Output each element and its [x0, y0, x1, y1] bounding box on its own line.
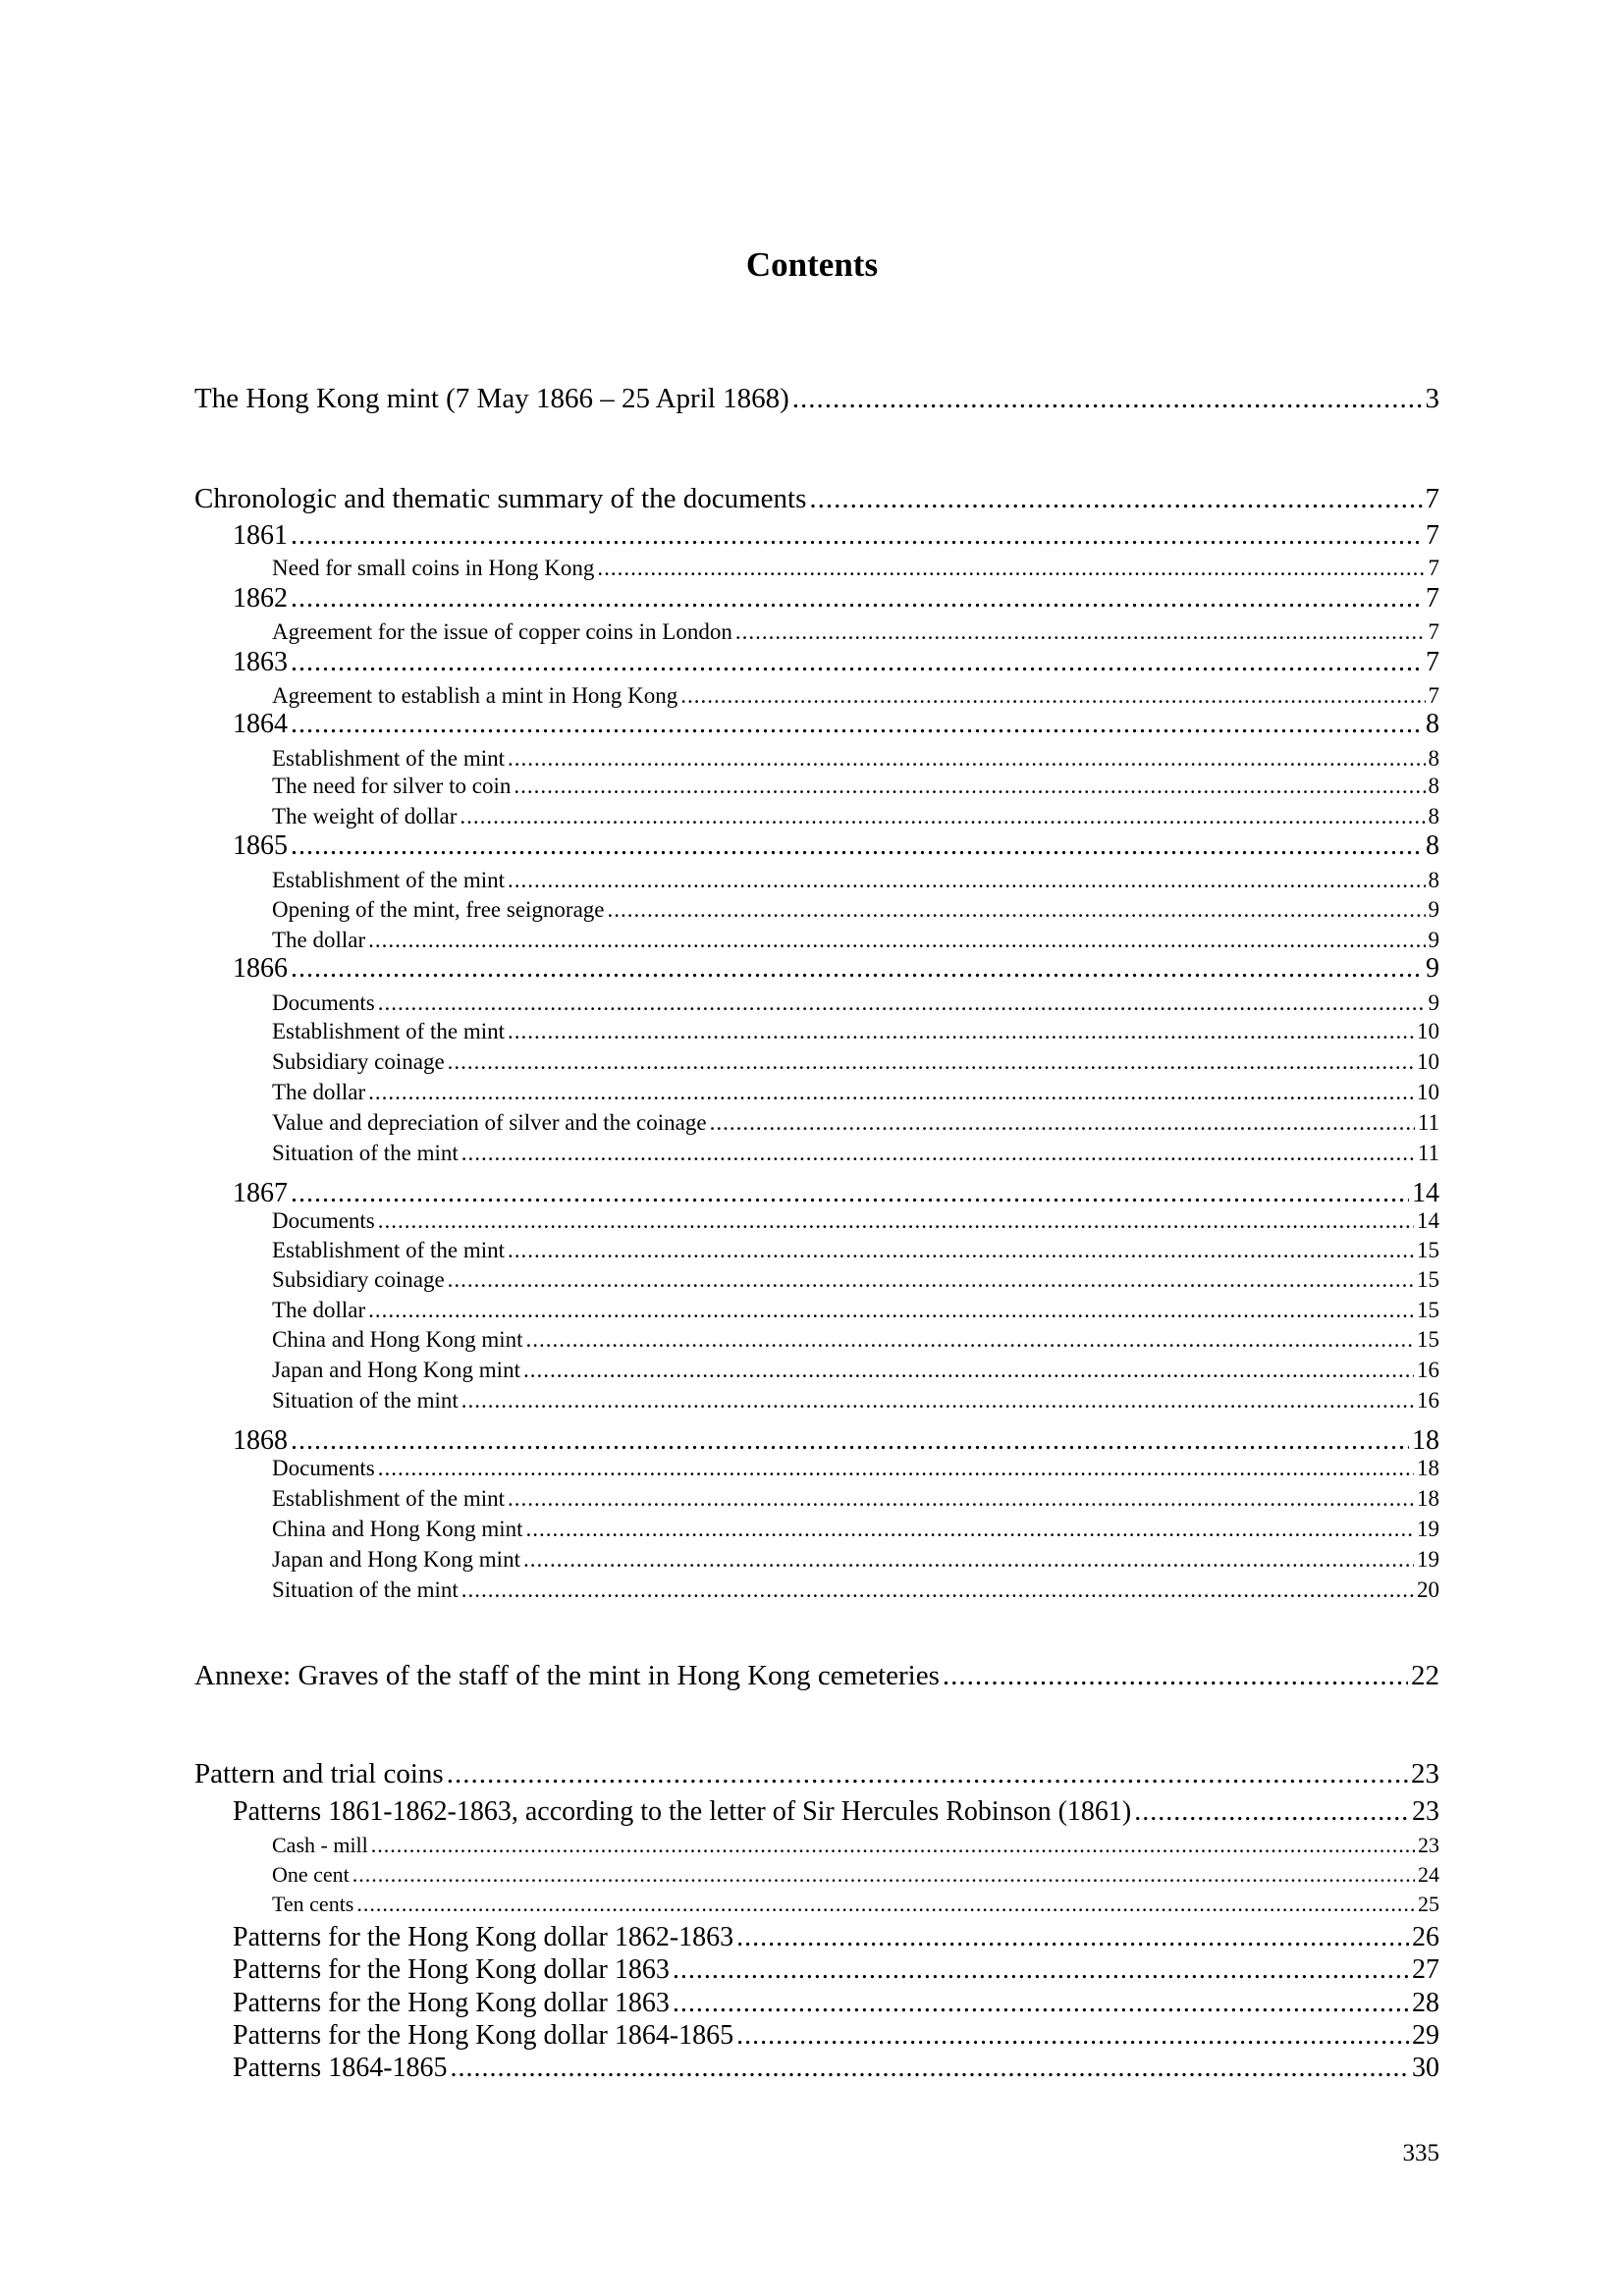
- toc-entry: [233, 1425, 1439, 1457]
- toc-entry: [272, 1833, 1439, 1858]
- toc-entry-page: 25: [1418, 1892, 1439, 1916]
- toc-entry-title: 1867: [233, 1178, 288, 1208]
- toc-entry-title: Establishment of the mint: [272, 1019, 505, 1043]
- toc-entry-page: 8: [1428, 804, 1439, 828]
- dot-leader: [460, 804, 1425, 829]
- toc-entry-title: The Hong Kong mint (7 May 1866 – 25 April 1868): [194, 383, 789, 414]
- toc-entry-page: 19: [1417, 1547, 1439, 1572]
- page-number: 335: [1402, 2140, 1439, 2166]
- toc-entry-page: 18: [1412, 1425, 1439, 1456]
- toc-entry: [272, 1049, 1439, 1075]
- toc-entry-page: 22: [1411, 1660, 1439, 1691]
- toc-entry: [272, 1238, 1439, 1263]
- dot-leader: [680, 683, 1425, 709]
- toc-entry-page: 23: [1411, 1758, 1439, 1789]
- dot-leader: [291, 647, 1423, 678]
- toc-entry: [272, 556, 1439, 581]
- toc-entry-page: 3: [1425, 383, 1439, 414]
- toc-entry: [233, 583, 1439, 614]
- dot-leader: [508, 1486, 1414, 1512]
- toc-entry-title: Ten cents: [272, 1892, 354, 1916]
- toc-entry-page: 8: [1428, 746, 1439, 771]
- toc-entry-page: 7: [1426, 647, 1439, 677]
- toc-entry-title: Pattern and trial coins: [194, 1758, 444, 1789]
- toc-entry: [272, 1080, 1439, 1105]
- dot-leader: [792, 383, 1423, 415]
- toc-entry-title: Cash - mill: [272, 1833, 368, 1857]
- dot-leader: [352, 1862, 1415, 1888]
- toc-entry-title: Documents: [272, 1456, 375, 1480]
- toc-entry-title: Subsidiary coinage: [272, 1267, 445, 1292]
- dot-leader: [378, 990, 1426, 1016]
- toc-entry-page: 9: [1428, 928, 1439, 952]
- toc-entry-page: 10: [1417, 1019, 1439, 1043]
- toc-entry-page: 15: [1417, 1298, 1439, 1322]
- toc-entry-title: Patterns for the Hong Kong dollar 1863: [233, 1988, 670, 2018]
- toc-entry-title: Patterns for the Hong Kong dollar 1864-1865: [233, 2020, 734, 2051]
- toc-entry: [272, 1267, 1439, 1293]
- dot-leader: [291, 953, 1423, 985]
- dot-leader: [508, 1238, 1414, 1263]
- toc-entry-title: Chronologic and thematic summary of the documents: [194, 483, 807, 514]
- toc-entry: [272, 1486, 1439, 1512]
- toc-entry-title: Documents: [272, 1208, 375, 1233]
- toc-entry-title: Situation of the mint: [272, 1577, 459, 1602]
- toc-entry: [272, 774, 1439, 799]
- toc-entry: [272, 683, 1439, 709]
- toc-entry-page: 24: [1418, 1862, 1439, 1887]
- dot-leader: [523, 1547, 1414, 1573]
- dot-leader: [526, 1327, 1414, 1353]
- dot-leader: [597, 556, 1425, 581]
- toc-entry: [272, 746, 1439, 772]
- toc-entry-title: Situation of the mint: [272, 1141, 459, 1165]
- toc-entry-page: 16: [1417, 1388, 1439, 1413]
- dot-leader: [735, 619, 1426, 645]
- toc-entry-page: 15: [1417, 1238, 1439, 1262]
- toc-entry-title: Japan and Hong Kong mint: [272, 1547, 520, 1572]
- toc-entry: [272, 1358, 1439, 1383]
- toc-entry-page: 30: [1412, 2053, 1439, 2083]
- dot-leader: [378, 1208, 1414, 1234]
- toc-entry-title: 1861: [233, 520, 288, 551]
- dot-leader: [368, 1298, 1414, 1323]
- toc-entry: [272, 1019, 1439, 1044]
- toc-entry-page: 20: [1417, 1577, 1439, 1602]
- toc-entry-title: The weight of dollar: [272, 804, 458, 828]
- toc-entry-title: Need for small coins in Hong Kong: [272, 556, 595, 580]
- dot-leader: [448, 1049, 1414, 1075]
- toc-entry: [233, 830, 1439, 862]
- toc-entry-title: Documents: [272, 990, 375, 1015]
- toc-entry-title: 1864: [233, 709, 288, 739]
- toc-entry-title: Patterns 1864-1865: [233, 2053, 448, 2083]
- toc-entry: [272, 1208, 1439, 1234]
- toc-entry: [272, 619, 1439, 645]
- toc-entry-title: The need for silver to coin: [272, 774, 512, 798]
- toc-entry: [233, 2020, 1439, 2052]
- toc-entry-page: 7: [1428, 619, 1439, 644]
- toc-entry: [233, 709, 1439, 740]
- dot-leader: [368, 928, 1425, 953]
- toc-entry-title: Annexe: Graves of the staff of the mint in Hong Kong cemeteries: [194, 1660, 940, 1691]
- dot-leader: [1134, 1796, 1409, 1828]
- dot-leader: [608, 897, 1426, 923]
- dot-leader: [461, 1577, 1414, 1603]
- dot-leader: [526, 1517, 1414, 1542]
- toc-entry-page: 8: [1428, 868, 1439, 892]
- toc-entry-page: 23: [1412, 1796, 1439, 1827]
- toc-entry-title: 1868: [233, 1425, 288, 1456]
- dot-leader: [809, 483, 1422, 515]
- toc-entry-title: Patterns 1861-1862-1863, according to the letter of Sir Hercules Robinson (1861): [233, 1796, 1132, 1827]
- toc-entry-page: 7: [1425, 483, 1439, 514]
- toc-entry-page: 19: [1417, 1517, 1439, 1541]
- toc-entry-title: Agreement for the issue of copper coins in London: [272, 619, 732, 644]
- toc-entry: [194, 383, 1439, 415]
- toc-entry-title: 1862: [233, 583, 288, 614]
- dot-leader: [508, 746, 1426, 772]
- toc-entry-page: 14: [1412, 1178, 1439, 1208]
- toc-entry-title: China and Hong Kong mint: [272, 1517, 523, 1541]
- toc-entry-page: 8: [1426, 709, 1439, 739]
- toc-entry: [194, 483, 1439, 515]
- toc-entry: [233, 1922, 1439, 1953]
- toc-entry: [272, 804, 1439, 829]
- toc-entry: [272, 1388, 1439, 1414]
- toc-entry-page: 7: [1428, 556, 1439, 580]
- dot-leader: [508, 868, 1426, 893]
- toc-entry-title: Agreement to establish a mint in Hong Kong: [272, 683, 678, 708]
- dot-leader: [710, 1110, 1415, 1136]
- toc-entry: [233, 647, 1439, 678]
- toc-entry-title: Establishment of the mint: [272, 1486, 505, 1511]
- dot-leader: [943, 1660, 1408, 1692]
- toc-entry: [272, 897, 1439, 923]
- toc-entry: [272, 1547, 1439, 1573]
- dot-leader: [523, 1358, 1414, 1383]
- dot-leader: [291, 1178, 1409, 1209]
- toc-entry: [233, 1988, 1439, 2019]
- toc-entry-page: 8: [1428, 774, 1439, 798]
- toc-entry-title: 1863: [233, 647, 288, 677]
- dot-leader: [673, 1954, 1409, 1986]
- toc-entry-title: Patterns for the Hong Kong dollar 1863: [233, 1954, 670, 1985]
- dot-leader: [514, 774, 1425, 799]
- toc-entry-page: 28: [1412, 1988, 1439, 2018]
- dot-leader: [448, 1267, 1414, 1293]
- dot-leader: [291, 1425, 1409, 1457]
- toc-entry: [272, 1577, 1439, 1603]
- toc-entry-title: The dollar: [272, 928, 366, 952]
- toc-entry: [272, 1517, 1439, 1542]
- toc-entry-title: Establishment of the mint: [272, 746, 505, 771]
- toc-entry-page: 27: [1412, 1954, 1439, 1985]
- toc-entry: [272, 1862, 1439, 1888]
- toc-entry-page: 29: [1412, 2020, 1439, 2051]
- toc-entry: [272, 1110, 1439, 1136]
- toc-entry-title: Situation of the mint: [272, 1388, 459, 1413]
- dot-leader: [508, 1019, 1414, 1044]
- toc-entry-title: Opening of the mint, free seignorage: [272, 897, 605, 922]
- toc-entry: [272, 1298, 1439, 1323]
- toc-entry-page: 18: [1417, 1456, 1439, 1480]
- dot-leader: [673, 1988, 1409, 2019]
- toc-entry-page: 9: [1428, 990, 1439, 1015]
- dot-leader: [378, 1456, 1414, 1481]
- toc-entry: [233, 1796, 1439, 1828]
- toc-entry: [233, 953, 1439, 985]
- toc-entry-title: Patterns for the Hong Kong dollar 1862-1863: [233, 1922, 734, 1952]
- dot-leader: [447, 1758, 1408, 1790]
- toc-entry-page: 18: [1417, 1486, 1439, 1511]
- dot-leader: [451, 2053, 1409, 2084]
- toc-entry: [194, 1758, 1439, 1790]
- toc-entry-page: 15: [1417, 1267, 1439, 1292]
- toc-entry-title: 1866: [233, 953, 288, 984]
- dot-leader: [736, 1922, 1409, 1953]
- toc-entry: [272, 928, 1439, 953]
- toc-entry-title: China and Hong Kong mint: [272, 1327, 523, 1352]
- toc-entry-title: Value and depreciation of silver and the coinage: [272, 1110, 707, 1135]
- toc-entry: [194, 1660, 1439, 1692]
- dot-leader: [368, 1080, 1414, 1105]
- toc-entry: [272, 1141, 1439, 1166]
- toc-entry-page: 16: [1417, 1358, 1439, 1382]
- toc-entry-title: Subsidiary coinage: [272, 1049, 445, 1074]
- toc-entry-title: The dollar: [272, 1298, 366, 1322]
- toc-entry-page: 11: [1417, 1110, 1439, 1135]
- toc-entry-title: 1865: [233, 830, 288, 861]
- toc-entry: [233, 2053, 1439, 2084]
- toc-entry-page: 10: [1417, 1080, 1439, 1104]
- toc-entry: [233, 1178, 1439, 1209]
- toc-entry-title: Japan and Hong Kong mint: [272, 1358, 520, 1382]
- dot-leader: [371, 1833, 1415, 1858]
- dot-leader: [291, 830, 1423, 862]
- toc-entry-page: 15: [1417, 1327, 1439, 1352]
- page-title: Contents: [745, 245, 879, 284]
- toc-entry-page: 9: [1428, 897, 1439, 922]
- toc-entry-page: 7: [1428, 683, 1439, 708]
- toc-entry-page: 9: [1426, 953, 1439, 984]
- toc-entry-page: 23: [1418, 1833, 1439, 1857]
- dot-leader: [356, 1892, 1415, 1917]
- toc-entry-page: 7: [1426, 520, 1439, 551]
- toc-entry-page: 14: [1417, 1208, 1439, 1233]
- toc-entry: [233, 1954, 1439, 1986]
- dot-leader: [461, 1388, 1414, 1414]
- toc-entry: [233, 520, 1439, 552]
- toc-entry-page: 7: [1426, 583, 1439, 614]
- dot-leader: [291, 520, 1423, 552]
- toc-entry-title: One cent: [272, 1862, 350, 1887]
- toc-entry: [272, 1892, 1439, 1917]
- toc-entry: [272, 1456, 1439, 1481]
- toc-entry-title: Establishment of the mint: [272, 1238, 505, 1262]
- toc-entry-page: 10: [1417, 1049, 1439, 1074]
- toc-entry-title: Establishment of the mint: [272, 868, 505, 892]
- dot-leader: [291, 709, 1423, 740]
- dot-leader: [736, 2020, 1409, 2052]
- toc-entry: [272, 868, 1439, 893]
- toc-entry: [272, 1327, 1439, 1353]
- toc-entry-page: 26: [1412, 1922, 1439, 1952]
- toc-entry: [272, 990, 1439, 1016]
- toc-entry-title: The dollar: [272, 1080, 366, 1104]
- toc-entry-page: 8: [1426, 830, 1439, 861]
- dot-leader: [291, 583, 1423, 614]
- toc-entry-page: 11: [1417, 1141, 1439, 1165]
- dot-leader: [461, 1141, 1415, 1166]
